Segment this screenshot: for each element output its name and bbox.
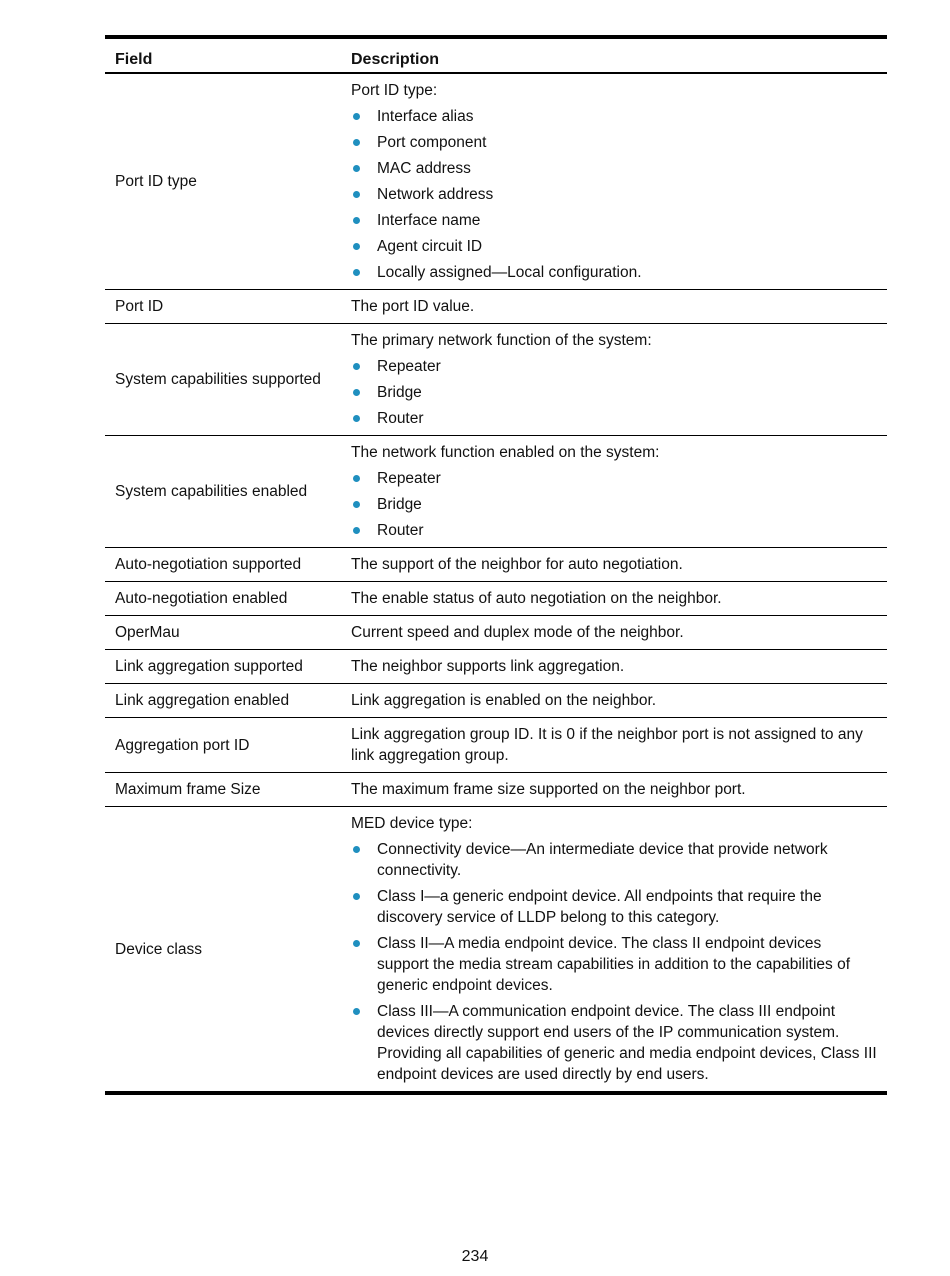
bullet-list [351, 468, 877, 541]
table-row [105, 324, 887, 436]
bullet-icon [353, 893, 360, 900]
description-cell: The neighbor supports link aggregation. [341, 650, 887, 684]
description-cell [341, 73, 887, 290]
field-cell: Auto-negotiation enabled [105, 582, 341, 616]
field-description-table [105, 35, 887, 1095]
field-cell: Auto-negotiation supported [105, 548, 341, 582]
list-item [351, 184, 877, 205]
list-item-text: MAC address [377, 160, 471, 177]
bullet-icon [353, 389, 360, 396]
bullet-icon [353, 363, 360, 370]
description-cell [341, 436, 887, 548]
list-item-text: Bridge [377, 496, 422, 513]
list-item [351, 494, 877, 515]
list-item-text: Agent circuit ID [377, 238, 483, 255]
list-item [351, 210, 877, 231]
list-item [351, 356, 877, 377]
list-item-text: Router [377, 522, 424, 539]
table-row [105, 684, 887, 718]
field-cell: Link aggregation supported [105, 650, 341, 684]
bullet-list [351, 839, 877, 1085]
description-column-header: Description [341, 37, 887, 73]
list-item [351, 158, 877, 179]
field-cell: Device class [115, 940, 202, 958]
bullet-list [351, 106, 877, 283]
list-item-text: Class II—A media endpoint device. The class II endpoint devices support the media stream capabilities in addition to the capabilities of generic endpoint devices. [377, 935, 851, 994]
list-item [351, 933, 877, 996]
list-item-text: Interface alias [377, 108, 474, 125]
description-cell: Link aggregation is enabled on the neighbor. [341, 684, 887, 718]
field-cell: Maximum frame Size [105, 773, 341, 807]
list-item [351, 132, 877, 153]
table-row [105, 616, 887, 650]
list-item [351, 382, 877, 403]
description-cell [341, 807, 887, 1094]
bullet-icon [353, 846, 360, 853]
table-row [105, 73, 887, 290]
list-item [351, 262, 877, 283]
list-item-text: Port component [377, 134, 487, 151]
bullet-icon [353, 165, 360, 172]
list-item-text: Bridge [377, 384, 422, 401]
bullet-icon [353, 501, 360, 508]
field-cell: Port ID type [105, 73, 341, 290]
description-cell: The port ID value. [341, 290, 887, 324]
description-cell: The support of the neighbor for auto negotiation. [341, 548, 887, 582]
table-row [105, 807, 887, 1094]
bullet-icon [353, 940, 360, 947]
description-cell: The maximum frame size supported on the neighbor port. [341, 773, 887, 807]
description-cell [341, 324, 887, 436]
page-number: 234 [461, 1248, 489, 1265]
field-column-header: Field [105, 37, 341, 73]
table-row [105, 718, 887, 773]
description-cell: Link aggregation group ID. It is 0 if the neighbor port is not assigned to any link aggregation group. [341, 718, 887, 773]
list-item [351, 886, 877, 928]
bullet-icon [353, 269, 360, 276]
field-cell: Link aggregation enabled [105, 684, 341, 718]
description-lead: The primary network function of the system: [351, 332, 652, 349]
description-lead: Port ID type: [351, 82, 438, 99]
bullet-icon [353, 243, 360, 250]
description-cell: The enable status of auto negotiation on the neighbor. [341, 582, 887, 616]
list-item [351, 839, 877, 881]
list-item [351, 106, 877, 127]
list-item-text: Repeater [377, 470, 441, 487]
field-cell: Aggregation port ID [105, 718, 341, 773]
list-item [351, 1001, 877, 1085]
bullet-icon [353, 475, 360, 482]
bullet-icon [353, 113, 360, 120]
list-item-text: Class I—a generic endpoint device. All endpoints that require the discovery service of LLDP belong to this category. [377, 888, 822, 926]
table-row [105, 650, 887, 684]
list-item-text: Network address [377, 186, 494, 203]
list-item [351, 468, 877, 489]
description-lead: MED device type: [351, 815, 473, 832]
table-header-row [105, 37, 887, 73]
list-item [351, 520, 877, 541]
field-cell: Port ID [105, 290, 341, 324]
list-item-text: Router [377, 410, 424, 427]
list-item-text: Class III—A communication endpoint device. The class III endpoint devices directly support end users of the IP communication system. Providing all capabilities of generic and media endpoint devices, Class III endpoint devices are used directly by end users. [377, 1003, 877, 1083]
table-row [105, 290, 887, 324]
bullet-icon [353, 191, 360, 198]
table-row [105, 582, 887, 616]
list-item [351, 408, 877, 429]
field-cell: System capabilities supported [105, 324, 341, 436]
bullet-icon [353, 527, 360, 534]
bullet-icon [353, 139, 360, 146]
list-item-text: Connectivity device—An intermediate device that provide network connectivity. [377, 841, 828, 879]
list-item [351, 236, 877, 257]
list-item-text: Locally assigned—Local configuration. [377, 264, 642, 281]
list-item-text: Repeater [377, 358, 441, 375]
description-lead: The network function enabled on the system: [351, 444, 660, 461]
list-item-text: Interface name [377, 212, 481, 229]
bullet-icon [353, 1008, 360, 1015]
bullet-icon [353, 217, 360, 224]
table-row [105, 436, 887, 548]
table-row [105, 773, 887, 807]
bullet-list [351, 356, 877, 429]
table-row [105, 548, 887, 582]
bullet-icon [353, 415, 360, 422]
field-cell: OperMau [105, 616, 341, 650]
field-cell: System capabilities enabled [105, 436, 341, 548]
description-cell: Current speed and duplex mode of the neighbor. [341, 616, 887, 650]
